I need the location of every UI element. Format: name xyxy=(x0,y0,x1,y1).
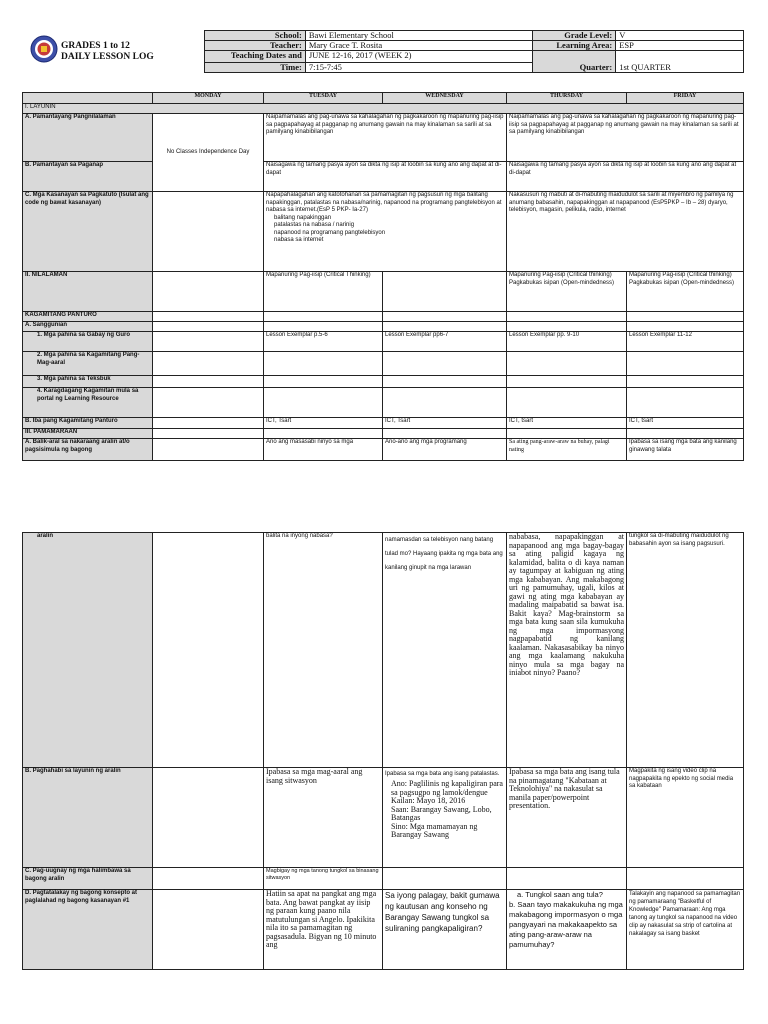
tue-balik-aral: Ano ang masasabi ninyo sa mga xyxy=(264,439,383,461)
row-balik-aral xyxy=(23,439,744,461)
day-wednesday: WEDNESDAY xyxy=(383,93,507,104)
patalastas-saan: Saan: Barangay Sawang, Lobo, Batangas xyxy=(391,804,492,822)
label-iba-pang-kagamitan: B. Iba pang Kagamitang Panturo xyxy=(23,418,153,429)
quarter-label: Quarter: xyxy=(533,51,616,73)
thu-balik-aral: Sa ating pang-araw-araw na buhay, palagi nating xyxy=(507,439,627,461)
kasanayan-item: patalastas na nabasa / narinig xyxy=(274,222,355,228)
kasanayan-item: napanood na programang pangtelebisyon xyxy=(274,229,386,236)
row-teksbuk xyxy=(23,376,744,388)
kasanayan-text: Napapahalagahan ang katotohanan sa pamamagitan ng pagsusuri ng mga balitang napakinggan, patalastas na nabasa/narinig, napanood na programang pangtelebisyon at nabasa sa internet.(EsP 5 PKP- Ia-27) xyxy=(266,192,502,213)
deped-seal xyxy=(30,35,58,63)
label-kasanayan: C. Mga Kasanayan sa Pagkatuto (Isulat ang code ng bawat kasanayan) xyxy=(23,192,153,272)
fri-iba-pang-kagamitan: ICT, tsart xyxy=(627,418,744,429)
wed-paghahabi-intro: Ipabasa sa mga bata ang isang patalastas. xyxy=(385,771,500,777)
section-layunin: I. LAYUNIN xyxy=(23,104,744,114)
fri-gabay-guro: Lesson Exemplar 11-12 xyxy=(627,332,744,352)
thu-fri-pamantayang-pangnilalaman: Naipamamalas ang pag-unawa sa kahalagahan ng pagkakaroon ng mapanuring pag-iisip sa pagpapahayag at pagganap ng anumang gawain na may kinalaman sa sarili at sa pamilyang kinabibilangan xyxy=(507,114,744,162)
row-karagdagang-kagamitan xyxy=(23,388,744,418)
doc-title-line1: GRADES 1 to 12 xyxy=(61,41,130,51)
thu-fri-kasanayan: Nakasusuri ng mabuti at di-mabuting maidudulot sa sarili at miyembro ng pamilya ng anumang babasahin, napapakinggan at napapanood (EsP5PKP – Ib – 28) dyaryo, telebisyon, magasin, pelikula, radio, internet xyxy=(507,192,744,272)
row-pamantayang-pangnilalaman xyxy=(23,114,744,162)
row-pagtatalakay xyxy=(23,890,744,970)
tue-paghahabi: Ipabasa sa mga mag-aaral ang isang sitwasyon xyxy=(264,768,383,868)
grade-label: Grade Level: xyxy=(533,31,616,41)
time-value: 7:15-7:45 xyxy=(305,63,533,73)
row-kagamitang-mag-aaral xyxy=(23,352,744,376)
label-pagtatalakay: D. Pagtatalakay ng bagong konsepto at paglalahad ng bagong kasanayan #1 xyxy=(23,890,153,970)
kasanayan-item: nabasa sa internet xyxy=(274,237,324,243)
monday-note: No Classes Independence Day xyxy=(166,148,250,155)
tue-pagtatalakay: Hatiin sa apat na pangkat ang mga bata. Ang bawat pangkat ay iisip ng paraan kung paano nila matutulungan si Angelo. Ipakikita nila ito sa pamamagitan ng pagsasadula. Bigyan ng 10 minuto ang xyxy=(264,890,383,970)
wed-balik-aral: Ano-ano ang mga programang xyxy=(383,439,507,461)
label-gabay-guro: 1. Mga pahina sa Gabay ng Guro xyxy=(23,332,153,352)
section-pamamaraan: III. PAMAMARAAN xyxy=(23,429,153,439)
fri-pagtatalakay: Talakayin ang napanood sa pamamagitan ng pamamaraang "Basketful of Knowledge" Pamamaraan: Ang mga tanong ay tungkol sa napanood na video clip ay nakasulat sa strip of cartolina at nakalagay sa isang basket xyxy=(627,890,744,970)
tue-pag-uugnay: Magbigay ng mga tanong tungkol sa binasang sitwasyon xyxy=(264,868,383,890)
wed-aralin: namamasdan sa telebisyon nang batang tulad mo? Hayaang ipakita ng mga bata ang kanilang ginupit na mga larawan xyxy=(383,533,507,768)
dates-value: JUNE 12-16, 2017 (WEEK 2) xyxy=(305,51,533,63)
thu-pagtatalakay xyxy=(507,890,627,970)
label-paghahabi: B. Paghahabi sa layunin ng aralin xyxy=(23,768,153,868)
row-pag-uugnay xyxy=(23,868,744,890)
tanong-b: b. Saan tayo makakukuha ng mga makabagong impormasyon o mga pangyayari na makakaapekto sa ating pang-araw-araw na pamumuhay? xyxy=(509,900,623,949)
wed-paghahabi xyxy=(383,768,507,868)
tue-gabay-guro: Lesson Exemplar p.5-6 xyxy=(264,332,383,352)
lesson-grid-page2 xyxy=(22,532,744,970)
teacher-label: Teacher: xyxy=(205,41,306,51)
day-thursday: THURSDAY xyxy=(507,93,627,104)
kasanayan-item: balitang napakinggan xyxy=(274,214,332,221)
header-table xyxy=(204,30,744,73)
patalastas-sino: Sino: Mga mamamayan ng Barangay Sawang xyxy=(391,821,478,839)
dates-label: Teaching Dates and xyxy=(205,51,306,63)
row-pamantayan-paganap xyxy=(23,162,744,192)
school-value: Bawi Elementary School xyxy=(305,31,533,41)
day-tuesday: TUESDAY xyxy=(264,93,383,104)
row-gabay-guro xyxy=(23,332,744,352)
area-label: Learning Area: xyxy=(533,41,616,51)
wed-pagtatalakay: Sa iyong palagay, bakit gumawa ng kautusan ang konseho ng Barangay Sawang tungkol sa suliraning pangkapaligiran? xyxy=(383,890,507,970)
day-friday: FRIDAY xyxy=(627,93,744,104)
label-sanggunian: A. Sanggunian xyxy=(23,322,153,332)
row-iba-pang-kagamitan xyxy=(23,418,744,429)
days-row xyxy=(23,93,744,104)
patalastas-ano: Ano: Paglilinis ng kapaligiran para sa pagsugpo ng lamok/dengue xyxy=(391,779,503,797)
label-kagamitang-mag-aaral: 2. Mga pahina sa Kagamitang Pang-Mag-aaral xyxy=(23,352,153,376)
row-nilalaman xyxy=(23,272,744,312)
fri-aralin: tungkol sa di-mabuting maidudulot ng babasahin ayon sa isang pagsusuri. xyxy=(627,533,744,768)
tue-wed-pamantayan-paganap: Naisagawa ng tamang pasya ayon sa dikta ng isip at loobin sa kung ano ang dapat at di-dapat xyxy=(264,162,507,192)
tue-wed-pamantayang-pangnilalaman: Naipamamalas ang pag-unawa sa kahalagahan ng pagkakaroon ng mapanuring pag-iisip sa pagpapahayag at pagganap ng anumang gawain na may kinalaman sa sarili at sa pamilyang kinabibilangan xyxy=(264,114,507,162)
label-aralin: aralin xyxy=(23,533,153,768)
row-kasanayan xyxy=(23,192,744,272)
thu-aralin: nababasa, napapakinggan at napapanood ang mga bagay-bagay sa ating paligid kagaya ng kalamidad, balita o di kaya naman ay tagumpay at kabiguan ng ating mga kababayan. Ang makabagong uri ng pamumuhay, ugali, kilos at gawi ng ating mga kababayan ay madaling maipabatid sa bawat isa. Bakit kaya? Mag-brainstorm sa mga bata kung saan sila kumukuha ng mga impormasyong nagpapabatid ng kanilang kaalaman. Nakasasabikay ba ninyo ang mga kaalamang nakukuha ninyo mula sa mga bagay na iniabot ninyo? Paano? xyxy=(507,533,627,768)
thu-fri-pamantayan-paganap: Naisagawa ng tamang pasya ayon sa dikta ng isip at loobin sa kung ano ang dapat at di-dapat xyxy=(507,162,744,192)
fri-nilalaman: Mapanuring Pag-iisip (Critical thinking) Pagkabukas isipan (Open-mindedness) xyxy=(627,272,744,312)
quarter-value: 1st QUARTER xyxy=(616,51,744,73)
wed-gabay-guro: Lesson Exemplar pp6-7 xyxy=(383,332,507,352)
label-balik-aral: A. Balik-aral sa nakaraang aralin at/o pagsisimula ng bagong xyxy=(23,439,153,461)
doc-title-line2: DAILY LESSON LOG xyxy=(61,52,154,62)
thu-paghahabi: Ipabasa sa mga bata ang isang tula na pinamagatang "Kabataan at Teknolohiya" na nakasulat sa manila paper/powerpoint presentation. xyxy=(507,768,627,868)
thu-nilalaman: Mapanuring Pag-iisip (Critical thinking) Pagkabukas isipan (Open-mindedness) xyxy=(507,272,627,312)
label-karagdagang-kagamitan: 4. Karagdagang Kagamitan mula sa portal ng Learning Resource xyxy=(23,388,153,418)
label-pamantayan-paganap: B. Pamantayan sa Paganap xyxy=(23,162,153,192)
tue-wed-kasanayan xyxy=(264,192,507,272)
label-teksbuk: 3. Mga pahina sa Teksbuk xyxy=(23,376,153,388)
label-nilalaman: II. NILALAMAN xyxy=(23,272,153,312)
wed-iba-pang-kagamitan: ICT, Tsart xyxy=(383,418,507,429)
tue-aralin: balita na inyong nabasa? xyxy=(264,533,383,768)
area-value: ESP xyxy=(616,41,744,51)
patalastas-kailan: Kailan: Mayo 18, 2016 xyxy=(391,796,466,805)
doc-title xyxy=(61,41,154,63)
fri-balik-aral: Ipabasa sa isang mga bata ang kanilang ginawang talata xyxy=(627,439,744,461)
label-pag-uugnay: C. Pag-uugnay ng mga halimbawa sa bagong aralin xyxy=(23,868,153,890)
tanong-a: a. Tungkol saan ang tula? xyxy=(517,890,603,899)
row-aralin xyxy=(23,533,744,768)
tue-nilalaman: Mapanuring Pag-iisip (Critical Thinking) xyxy=(264,272,383,312)
thu-gabay-guro: Lesson Exemplar pp. 9-10 xyxy=(507,332,627,352)
teacher-value: Mary Grace T. Rosita xyxy=(305,41,533,51)
time-label: Time: xyxy=(205,63,306,73)
day-monday: MONDAY xyxy=(153,93,264,104)
school-label: School: xyxy=(205,31,306,41)
thu-iba-pang-kagamitan: ICT, tsart xyxy=(507,418,627,429)
tue-iba-pang-kagamitan: ICT, Tsart xyxy=(264,418,383,429)
label-kagamitang-panturo: KAGAMITANG PANTURO xyxy=(23,312,153,322)
lesson-grid-page1 xyxy=(22,92,744,461)
monday-no-classes xyxy=(153,114,264,192)
row-paghahabi xyxy=(23,768,744,868)
grade-value: V xyxy=(616,31,744,41)
fri-paghahabi: Magpakita ng isang video clip na nagpapakita ng epekto ng social media sa kabataan xyxy=(627,768,744,868)
label-pamantayang-pangnilalaman: A. Pamantayang Pangnilalaman xyxy=(23,114,153,162)
